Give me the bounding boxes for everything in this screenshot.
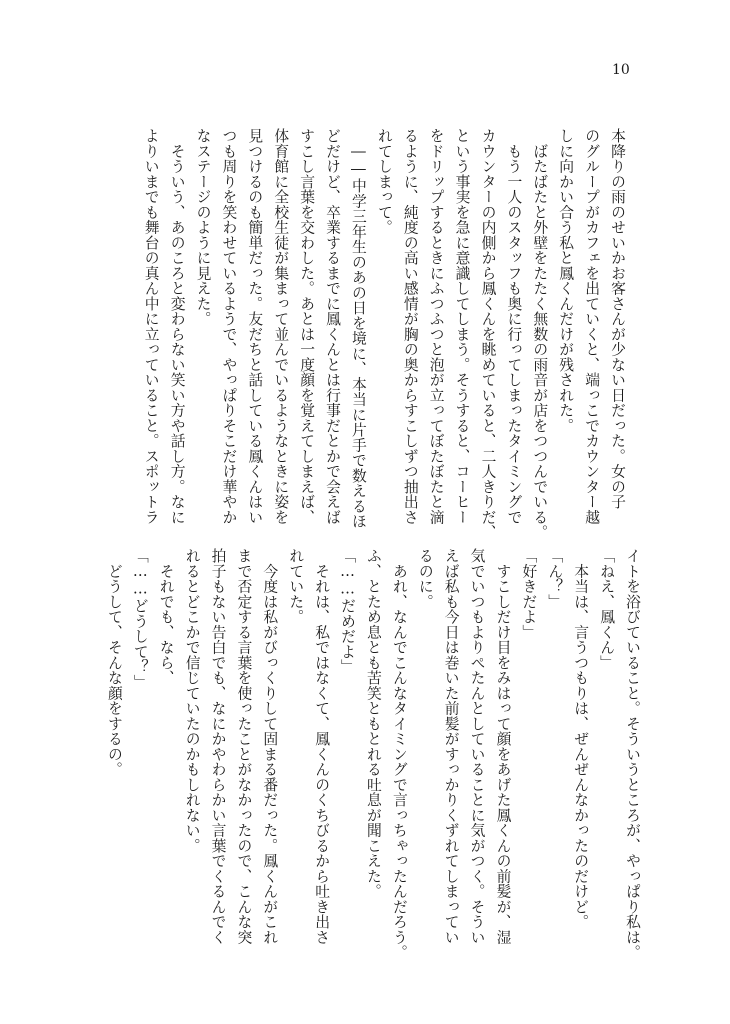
text-line: 見つけるのも簡単だった。友だちと話している鳳くんはい [246, 128, 264, 525]
text-line: えば私も今日は巻いた前髪がすっかりくずれてしまってい [442, 548, 460, 945]
text-line: 拍子もない告白でも、なにかやわらかい言葉でくるんでく [209, 548, 227, 945]
text-line: そういう、あのころと変わらない笑い方や話し方。なに [168, 128, 186, 525]
text-line: すこしだけ目をみはって顔をあげた鳳くんの前髪が、湿 [494, 548, 512, 945]
text-line: 本当は、言うつもりは、ぜんぜんなかったのだけど。 [572, 548, 590, 930]
text-line: ふ、とため息とも苦笑ともとれる吐息が聞こえた。 [364, 548, 382, 899]
text-line: 本降りの雨のせいかお客さんが少ない日だった。女の子 [609, 128, 626, 510]
text-line: れてしまって。 [375, 128, 393, 235]
text-line: 「……どうして？」 [131, 548, 149, 690]
text-line: どだけど、卒業するまでに鳳くんとは行事だとかで会えば [324, 128, 342, 525]
upper-text-block [138, 128, 630, 540]
text-line: 体育館に全校生徒が集まって並んでいるようなときに姿を [272, 128, 290, 525]
lower-text-block [101, 548, 645, 960]
text-line: イトを浴びていること。そういうところが、やっぱり私は。 [624, 548, 641, 960]
text-line: すこし言葉を交わした。あとは一度顔を覚えてしまえば、 [298, 128, 316, 525]
text-line: あれ、なんでこんなタイミングで言っちゃったんだろう。 [390, 548, 408, 960]
text-line: なステージのように見えた。 [194, 128, 212, 327]
text-line: どうして、そんな顔をするの。 [105, 548, 123, 777]
text-line: しに向かい合う私と鳳くんだけが残された。 [557, 128, 575, 433]
text-line: それは、私ではなくて、鳳くんのくちびるから吐き出さ [313, 548, 331, 945]
text-line: まで否定する言葉を使ったことがなかったので、こんな突 [235, 548, 253, 945]
text-line: のグループがカフェを出ていくと、端っこでカウンター越 [583, 128, 601, 525]
text-line: 「ん？」 [546, 548, 564, 609]
text-line: つも周りを笑わせているようで、やっぱりそこだけ華やか [220, 128, 238, 525]
text-line: 「ねえ、鳳くん」 [598, 548, 616, 670]
text-line: よりいまでも舞台の真ん中に立っていること。スポットラ [142, 128, 160, 525]
text-line: るのに。 [416, 548, 434, 609]
text-line: もう一人のスタッフも奥に行ってしまったタイミングで [505, 128, 523, 525]
text-line: 「……だめだよ」 [339, 548, 357, 675]
text-line: 「好きだよ」 [520, 548, 538, 640]
text-line: カウンターの内側から鳳くんを眺めていると、二人きりだ、 [479, 128, 497, 540]
text-line: れていた。 [287, 548, 305, 625]
text-line: それでも、なら、 [157, 548, 175, 686]
page-number: 10 [612, 62, 630, 78]
text-line: 今度は私がびっくりして固まる番だった。鳳くんがこれ [261, 548, 279, 945]
text-line: ばたばたと外壁をたたく無数の雨音が店をつつんでいる。 [531, 128, 549, 540]
text-line: をドリップするときにふつふつと泡が立ってぼたぼたと滴 [427, 128, 445, 525]
text-line: 気でいつもよりぺたんとしていることに気がつく。そうい [468, 548, 486, 945]
text-line: ――中学三年生のあの日を境に、本当に片手で数えるほ [349, 128, 367, 529]
text-line: れるとどこかで信じていたのかもしれない。 [183, 548, 201, 853]
text-line: という事実を急に意識してしまう。そうすると、コーヒー [453, 128, 471, 525]
text-line: るように、純度の高い感情が胸の奥からすこしずつ抽出さ [401, 128, 419, 525]
